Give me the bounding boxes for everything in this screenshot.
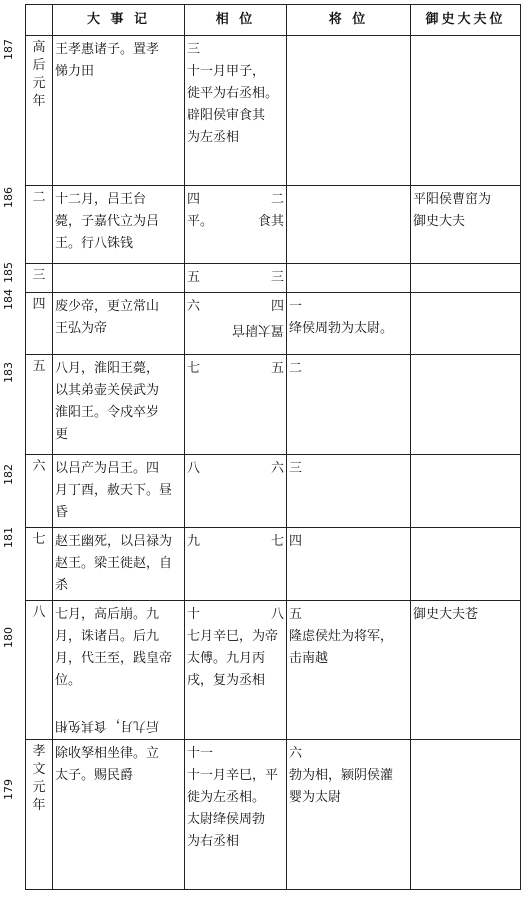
text-line: 以其弟壶关侯武为	[55, 383, 160, 398]
chancellor-years	[187, 296, 284, 318]
events-text	[55, 531, 182, 597]
chancellor-cell	[185, 740, 287, 890]
general-text	[289, 531, 408, 553]
chancellor-years	[187, 531, 284, 553]
text-line: 杀	[55, 578, 69, 593]
text-line: 为右丞相	[187, 834, 240, 849]
year-cell: 三	[26, 264, 53, 293]
text-line: 六	[289, 746, 303, 761]
censor-cell	[411, 293, 521, 355]
text-line: 淮阳王。令戍卒岁	[55, 405, 160, 420]
text-line: 太子。赐民爵	[55, 768, 134, 783]
chancellor-cell	[185, 455, 287, 528]
text-line: 御史大夫	[413, 214, 466, 229]
year-cell: 孝 文 元 年	[26, 740, 53, 890]
text-line: 赵王。梁王徙赵，自	[55, 556, 173, 571]
pair-value: 二	[270, 192, 284, 207]
table-row	[26, 293, 521, 355]
general-text	[289, 604, 408, 670]
events-cell	[53, 528, 185, 601]
censor-text	[413, 604, 518, 626]
text-line: 婴为太尉	[289, 790, 342, 805]
general-cell	[287, 264, 411, 293]
chancellor-cell	[185, 528, 287, 601]
pair-value: 六	[270, 461, 284, 476]
general-cell	[287, 455, 411, 528]
header-general: 将 位	[287, 5, 411, 36]
general-text	[289, 296, 408, 340]
chronology-table	[25, 4, 521, 890]
chancellor-names	[187, 211, 284, 233]
year-cell: 八	[26, 601, 53, 740]
text-line: 徙平为右丞相。	[187, 86, 279, 101]
text-line: 以吕产为吕王。四	[55, 461, 160, 476]
pair-value: 十	[187, 607, 201, 622]
text-line: 四	[289, 534, 303, 549]
censor-cell	[411, 455, 521, 528]
year-cell: 七	[26, 528, 53, 601]
chancellor-cell	[185, 601, 287, 740]
events-text	[55, 458, 182, 524]
side-year-number: 185	[2, 262, 15, 283]
text-line: 辟阳侯审食其	[187, 108, 266, 123]
text-line: 十一月辛巳，平	[187, 768, 279, 783]
header-chancellor: 相 位	[185, 5, 287, 36]
pair-value: 七	[270, 534, 284, 549]
chancellor-text	[187, 743, 284, 853]
pair-value: 平。	[187, 214, 214, 229]
year-cell: 五	[26, 355, 53, 455]
table-row	[26, 186, 521, 264]
chancellor-cell	[185, 293, 287, 355]
events-text	[55, 39, 182, 83]
text-line: 隆虑侯灶为将军，	[289, 629, 394, 644]
text-line: 月丁酉，赦天下。昼	[55, 483, 173, 498]
text-line: 十二月，吕王台	[55, 192, 147, 207]
side-year-number: 184	[2, 289, 15, 310]
chancellor-years	[187, 189, 284, 211]
text-line: 位。	[55, 673, 82, 688]
text-line: 月，代王至，践皇帝	[55, 651, 173, 666]
general-cell	[287, 355, 411, 455]
text-line: 御史大夫苍	[413, 607, 479, 622]
general-cell	[287, 740, 411, 890]
table-row	[26, 355, 521, 455]
events-cell	[53, 186, 185, 264]
side-year-number: 186	[2, 187, 15, 208]
text-line: 废少帝，更立常山	[55, 299, 160, 314]
text-line: 薨，子嘉代立为吕	[55, 214, 160, 229]
general-text	[289, 358, 408, 380]
general-text	[289, 458, 408, 480]
chancellor-text	[187, 39, 284, 149]
chancellor-text	[187, 626, 284, 692]
events-text	[55, 743, 182, 787]
text-line: 太傅。九月丙	[187, 651, 266, 666]
table-row	[26, 264, 521, 293]
chancellor-cell	[185, 264, 287, 293]
censor-text	[413, 189, 518, 233]
side-year-number: 180	[2, 627, 15, 648]
general-cell	[287, 601, 411, 740]
events-cell	[53, 355, 185, 455]
text-line: 七月辛巳，为帝	[187, 629, 279, 644]
year-cell: 四	[26, 293, 53, 355]
table-row	[26, 36, 521, 186]
header-row	[26, 5, 521, 36]
text-line: 王孝惠诸子。置孝	[55, 42, 160, 57]
text-line: 勃为相，颍阴侯灌	[289, 768, 394, 783]
text-line: 为左丞相	[187, 130, 240, 145]
header-events: 大 事 记	[53, 5, 185, 36]
general-cell	[287, 528, 411, 601]
pair-value: 五	[270, 361, 284, 376]
text-line: 八月，淮阳王薨，	[55, 361, 160, 376]
text-line: 赵王幽死，以吕禄为	[55, 534, 173, 549]
side-year-number: 187	[2, 39, 15, 60]
events-text	[55, 296, 182, 340]
censor-cell	[411, 601, 521, 740]
pair-value: 八	[187, 461, 201, 476]
pair-value: 六	[187, 299, 201, 314]
table-row	[26, 528, 521, 601]
events-cell	[53, 740, 185, 890]
pair-value: 九	[187, 534, 201, 549]
text-line: 十一	[187, 746, 214, 761]
text-line: 五	[289, 607, 303, 622]
side-year-number: 182	[2, 464, 15, 485]
pair-value: 三	[270, 270, 284, 285]
text-line: 平阳侯曹窋为	[413, 192, 492, 207]
text-line: 击南越	[289, 651, 329, 666]
pair-value: 四	[270, 299, 284, 314]
chancellor-years	[187, 458, 284, 480]
side-year-number: 181	[2, 527, 15, 548]
text-line: 王。行八铢钱	[55, 236, 134, 251]
table-row	[26, 740, 521, 890]
text-line: 除收孥相坐律。立	[55, 746, 160, 761]
general-cell	[287, 186, 411, 264]
chancellor-years	[187, 358, 284, 380]
chancellor-cell	[185, 355, 287, 455]
rotated-note: 置太尉官	[231, 322, 284, 337]
text-line: 三	[289, 461, 303, 476]
pair-value: 七	[187, 361, 201, 376]
text-line: 绛侯周勃为太尉。	[289, 321, 394, 336]
general-text	[289, 743, 408, 809]
censor-cell	[411, 355, 521, 455]
censor-cell	[411, 36, 521, 186]
events-cell	[53, 36, 185, 186]
events-cell	[53, 455, 185, 528]
chancellor-cell	[185, 186, 287, 264]
text-line: 十一月甲子，	[187, 64, 266, 79]
events-text	[55, 604, 182, 692]
text-line: 太尉绛侯周勃	[187, 812, 266, 827]
pair-value: 八	[270, 607, 284, 622]
table-row	[26, 455, 521, 528]
censor-cell	[411, 528, 521, 601]
year-cell: 高 后 元 年	[26, 36, 53, 186]
text-line: 二	[289, 361, 303, 376]
text-line: 七月，高后崩。九	[55, 607, 160, 622]
events-cell	[53, 264, 185, 293]
header-censor: 御史大夫位	[411, 5, 521, 36]
text-line: 徙为左丞相。	[187, 790, 266, 805]
text-line: 悌力田	[55, 64, 95, 79]
text-line: 月，诛诸吕。后九	[55, 629, 160, 644]
chancellor-years	[187, 604, 284, 626]
events-text	[55, 358, 182, 446]
year-cell: 二	[26, 186, 53, 264]
events-text	[55, 189, 182, 255]
censor-cell	[411, 186, 521, 264]
pair-value: 五	[187, 270, 201, 285]
events-cell	[53, 293, 185, 355]
text-line: 昏	[55, 505, 69, 520]
pair-value: 四	[187, 192, 201, 207]
censor-cell	[411, 740, 521, 890]
events-cell	[53, 601, 185, 740]
text-line: 三	[187, 42, 201, 57]
text-line: 更	[55, 427, 69, 442]
censor-cell	[411, 264, 521, 293]
text-line: 戌，复为丞相	[187, 673, 266, 688]
header-year	[26, 5, 53, 36]
pair-value: 食其	[257, 214, 284, 229]
table-row	[26, 601, 521, 740]
text-line: 一	[289, 299, 303, 314]
text-line: 王弘为帝	[55, 321, 108, 336]
year-cell: 六	[26, 455, 53, 528]
general-cell	[287, 36, 411, 186]
general-cell	[287, 293, 411, 355]
side-year-number: 179	[2, 779, 15, 800]
chancellor-years	[187, 267, 284, 289]
chancellor-cell	[185, 36, 287, 186]
rotated-note: 后九月，食其免相	[55, 718, 160, 733]
side-year-number: 183	[2, 362, 15, 383]
